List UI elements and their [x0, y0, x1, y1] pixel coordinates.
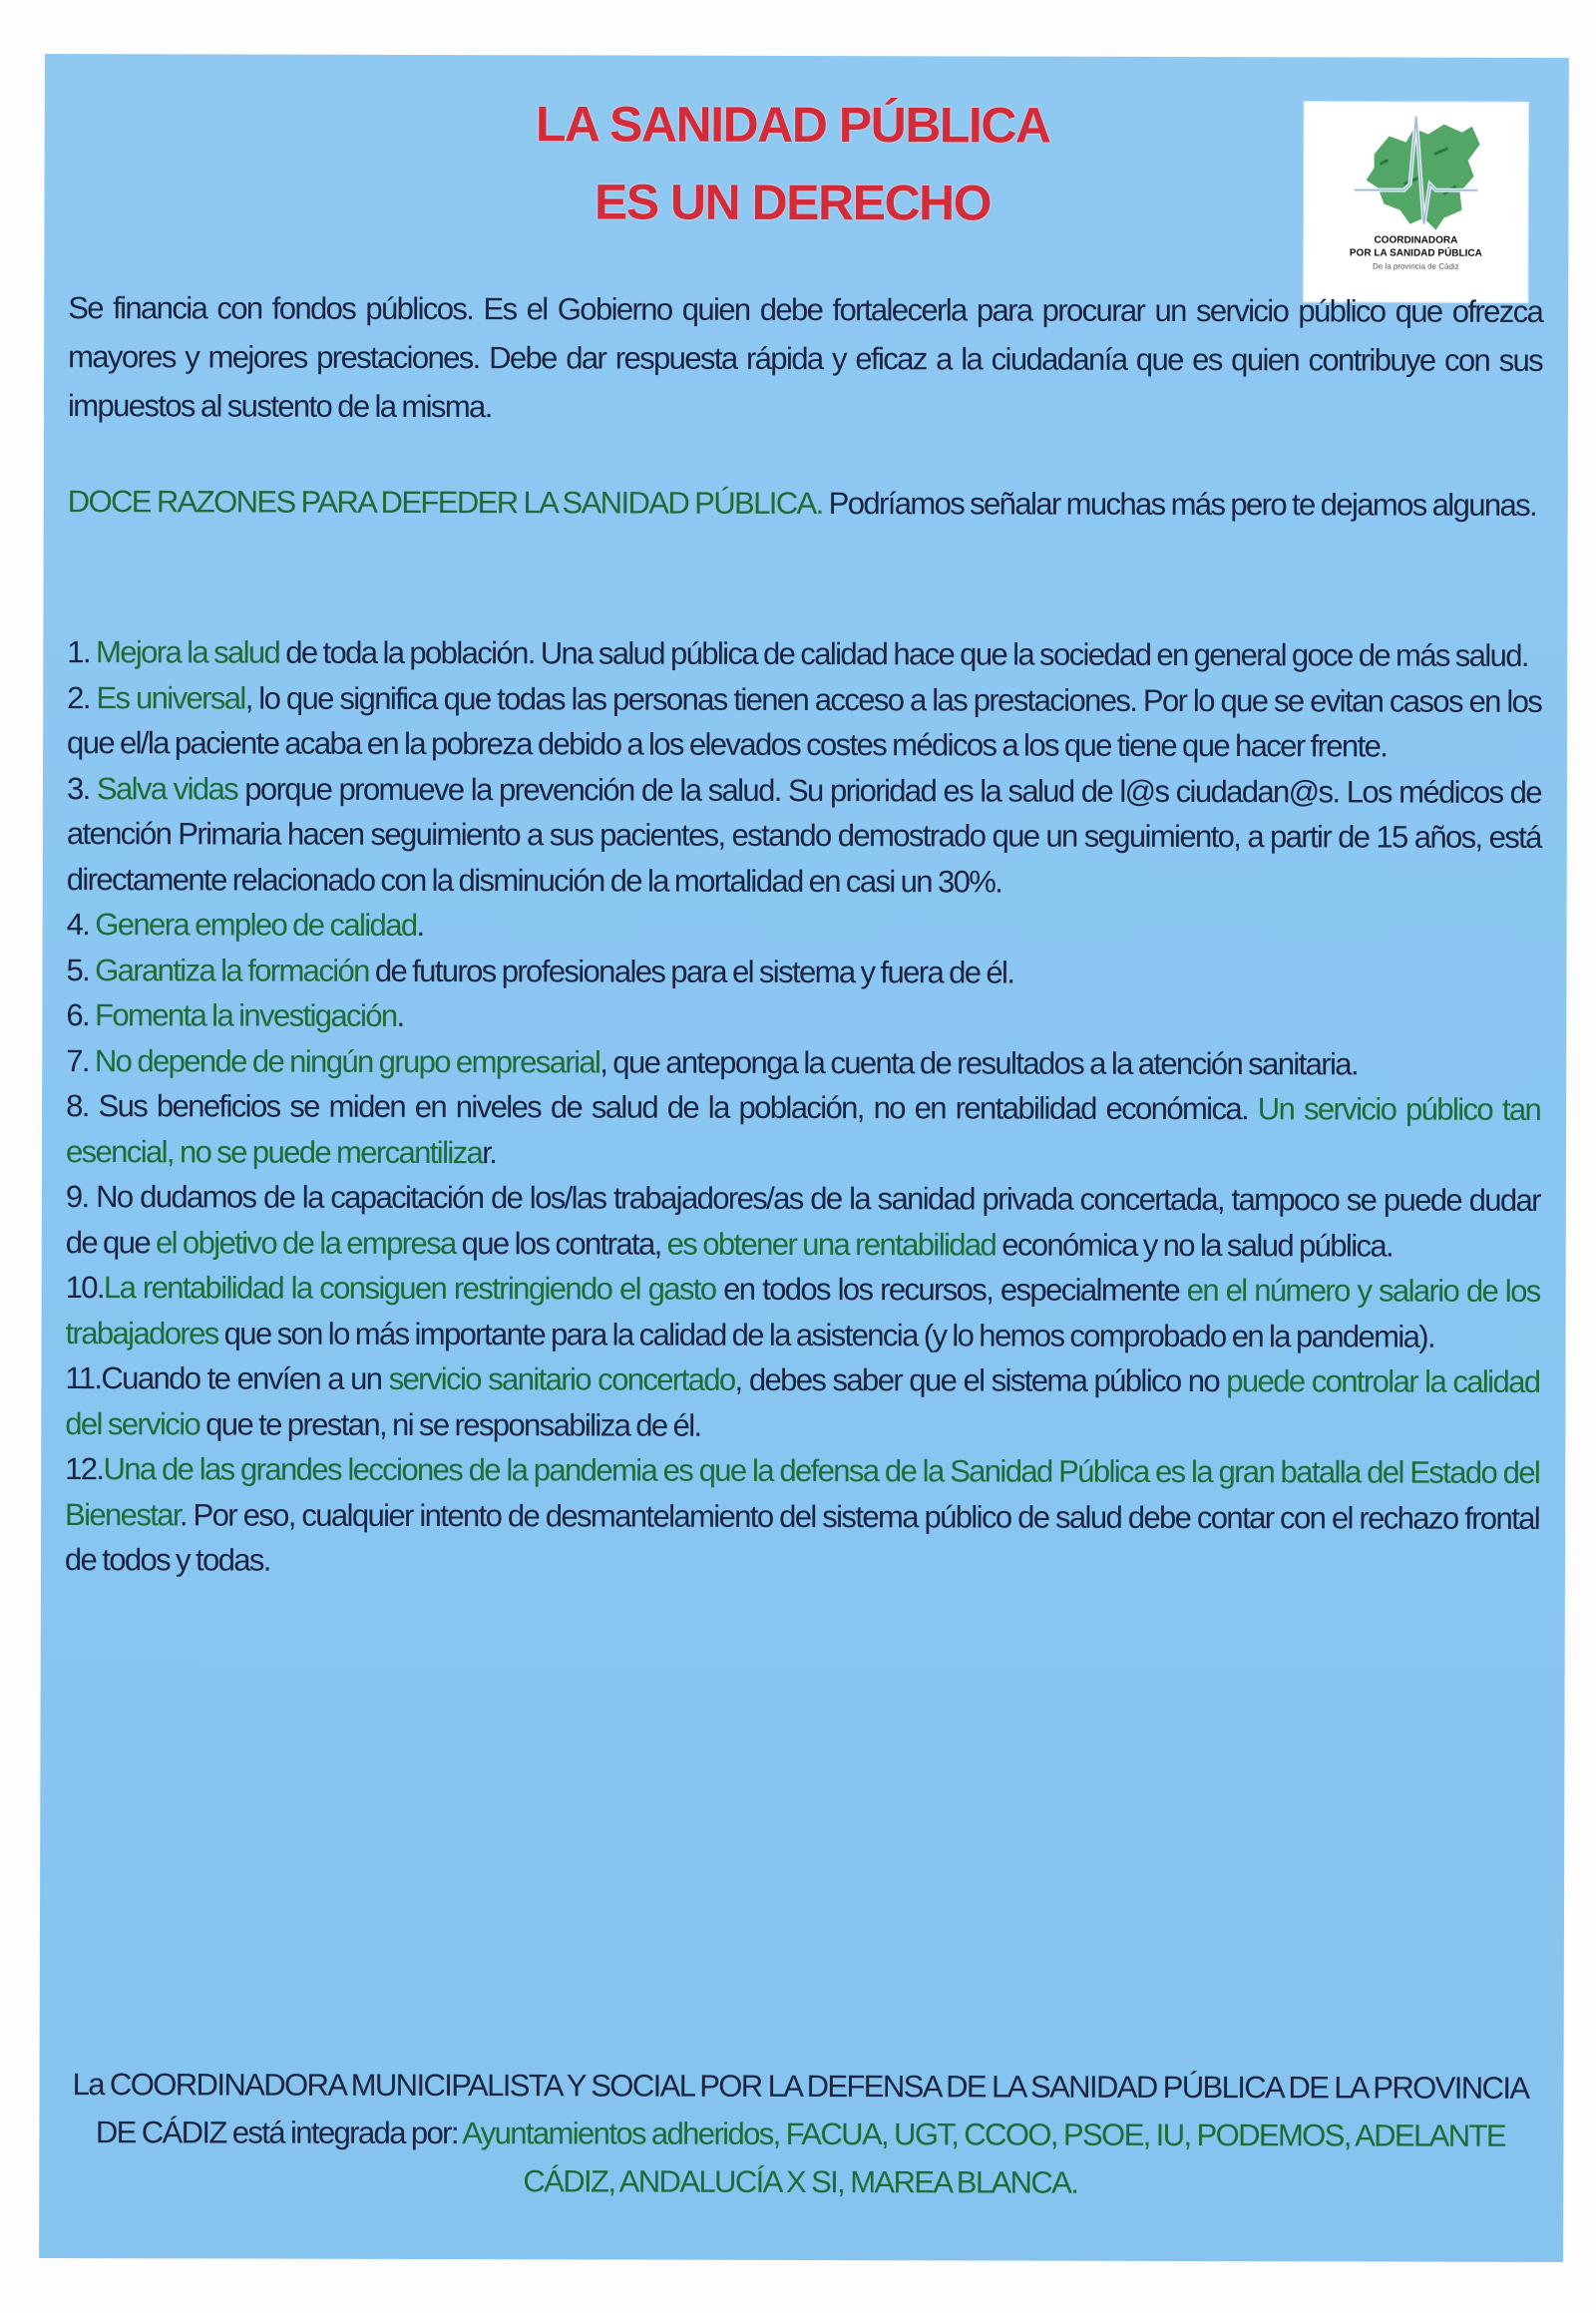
- reason-item: [67, 675, 1541, 770]
- reason-text: .: [396, 997, 404, 1033]
- razones-paragraph: [68, 480, 1542, 527]
- reason-item: [67, 766, 1541, 906]
- reason-highlight: Mejora la salud: [95, 634, 280, 670]
- reason-highlight: puede controlar la calidad del servicio: [65, 1363, 1540, 1441]
- reason-highlight: Una de las grandes lecciones de la pandemia es que la defensa de la Sanidad Pública es la gran batalla del Estado del Bienestar: [65, 1451, 1540, 1532]
- title-line-2: ES UN DERECHO: [594, 174, 992, 231]
- reason-highlight: Fomenta la investigación: [94, 997, 397, 1033]
- reason-number: 11.: [65, 1360, 102, 1396]
- reason-highlight: el objetivo de la empresa: [155, 1224, 456, 1261]
- reason-number: 1.: [67, 634, 97, 670]
- reason-item: [67, 902, 1541, 951]
- reason-highlight: La rentabilidad la consiguen restringiendo el gasto: [103, 1270, 716, 1307]
- reason-text: que son lo más importante para la calidad de la asistencia (y lo hemos comprobado en la pandemia).: [217, 1315, 1435, 1354]
- reasons-list: [65, 629, 1541, 1586]
- coordinadora-logo: [1303, 101, 1529, 303]
- reason-item: [66, 1038, 1540, 1087]
- razones-heading: DOCE RAZONES PARA DEFEDER LA SANIDAD PÚBLICA.: [67, 484, 823, 522]
- reason-text: que te prestan, ni se responsabiliza de él.: [200, 1405, 701, 1443]
- footer-paragraph: [63, 2061, 1537, 2208]
- map-heartbeat-icon: [1344, 114, 1487, 231]
- reason-item: [65, 1265, 1539, 1359]
- reason-highlight: es obtener una rentabilidad: [666, 1226, 997, 1263]
- flyer-panel: [39, 54, 1569, 2262]
- reason-text: Sus beneficios se miden en niveles de salud de la población, no en rentabilidad económica.: [98, 1088, 1258, 1127]
- reason-highlight: Salva vidas: [96, 770, 238, 807]
- reason-number: 2.: [67, 679, 97, 715]
- reason-text: , que anteponga la cuenta de resultados a la atención sanitaria.: [599, 1043, 1359, 1081]
- reason-item: [66, 1174, 1540, 1269]
- reason-text: económica y no la salud pública.: [996, 1227, 1394, 1264]
- reason-item: [65, 1355, 1539, 1450]
- reason-highlight: No depende de ningún grupo empresarial: [94, 1042, 600, 1079]
- footer-members: Ayuntamientos adheridos, FACUA, UGT, CCOO, PSOE, IU, PODEMOS, ADELANTE CÁDIZ, ANDALUCÍA X SI, MAREA BLANCA.: [462, 2116, 1506, 2200]
- reason-number: 12.: [65, 1451, 104, 1487]
- reason-text: Cuando te envíen a un: [101, 1360, 389, 1396]
- reason-text: No dudamos de la capacitación de los/las trabajadores/as de la sanidad privada concertada, tampoco se puede dudar de que: [65, 1179, 1540, 1260]
- logo-text-line-3: De la provincia de Cádiz: [1372, 261, 1459, 271]
- reason-number: 3.: [66, 770, 97, 806]
- reason-item: [66, 992, 1540, 1041]
- reason-text: de futuros profesionales para el sistema y fuera de él.: [368, 953, 1014, 990]
- logo-text-line-2: POR LA SANIDAD PÚBLICA: [1349, 247, 1482, 259]
- reason-text: de toda la población. Una salud pública de calidad hace que la sociedad en general goce de más salud.: [279, 634, 1528, 673]
- reason-text: , debes saber que el sistema público no: [734, 1361, 1227, 1399]
- reason-text: que los contrata,: [455, 1225, 667, 1262]
- reason-highlight: Un servicio público tan esencial, no se puede mercantiliza: [65, 1091, 1541, 1170]
- reason-text: porque promueve la prevención de la salud. Su prioridad es la salud de l@s ciudadan@s. Los médicos de atención Primaria hacen seguimiento a sus pacientes, estando demostrado que un seguimiento, a partir de 15 años, está directamente relacionado con la disminución de la mortalidad en casi un 30%.: [66, 771, 1542, 900]
- reason-text: en todos los recursos, especialmente: [715, 1271, 1187, 1309]
- reason-highlight: en el número y salario de los trabajadores: [65, 1273, 1540, 1350]
- reason-text: , lo que significa que todas las personas tienen acceso a las prestaciones. Por lo que se evitan casos en los que el/la paciente acaba en la pobreza debido a los elevados costes médicos a los que tiene que hacer frente.: [67, 680, 1542, 764]
- reason-item: [66, 948, 1540, 996]
- logo-text-line-1: COORDINADORA: [1374, 234, 1458, 246]
- reason-number: 10.: [65, 1270, 105, 1306]
- reason-highlight: Genera empleo de calidad: [95, 907, 417, 943]
- reason-highlight: Es universal: [96, 679, 245, 716]
- reason-item: [66, 1083, 1540, 1178]
- reason-highlight: servicio sanitario concertado: [388, 1360, 735, 1397]
- reason-number: 4.: [66, 907, 96, 943]
- reason-text: r.: [482, 1134, 497, 1170]
- reason-item: [67, 629, 1541, 678]
- reason-highlight: Garantiza la formación: [95, 952, 369, 988]
- reason-number: 8.: [66, 1088, 99, 1124]
- footer-text: La COORDINADORA MUNICIPALISTA Y SOCIAL POR LA DEFENSA DE LA SANIDAD PÚBLICA DE LA PROVINCIA DE CÁDIZ está integrada por:: [72, 2067, 1529, 2151]
- title-line-1: LA SANIDAD PÚBLICA: [535, 96, 1050, 154]
- page-title: [423, 85, 1161, 242]
- razones-text: Podríamos señalar muchas más pero te dejamos algunas.: [822, 486, 1537, 523]
- reason-text: .: [416, 907, 424, 944]
- reason-number: 6.: [66, 997, 96, 1033]
- reason-number: 5.: [66, 952, 96, 987]
- reason-number: 7.: [66, 1042, 95, 1078]
- reason-number: 9.: [65, 1179, 97, 1215]
- reason-item: [65, 1446, 1539, 1586]
- intro-paragraph: Se financia con fondos públicos. Es el Gobierno quien debe fortalecerla para procurar un servicio público que ofrezca mayores y mejores prestaciones. Debe dar respuesta rápida y eficaz a la ciudadanía que es quien contribuye con sus impuestos al sustento de la misma.: [67, 290, 1543, 425]
- reason-text: . Por eso, cualquier intento de desmantelamiento del sistema público de salud debe contar con el rechazo frontal de todos y todas.: [64, 1496, 1540, 1578]
